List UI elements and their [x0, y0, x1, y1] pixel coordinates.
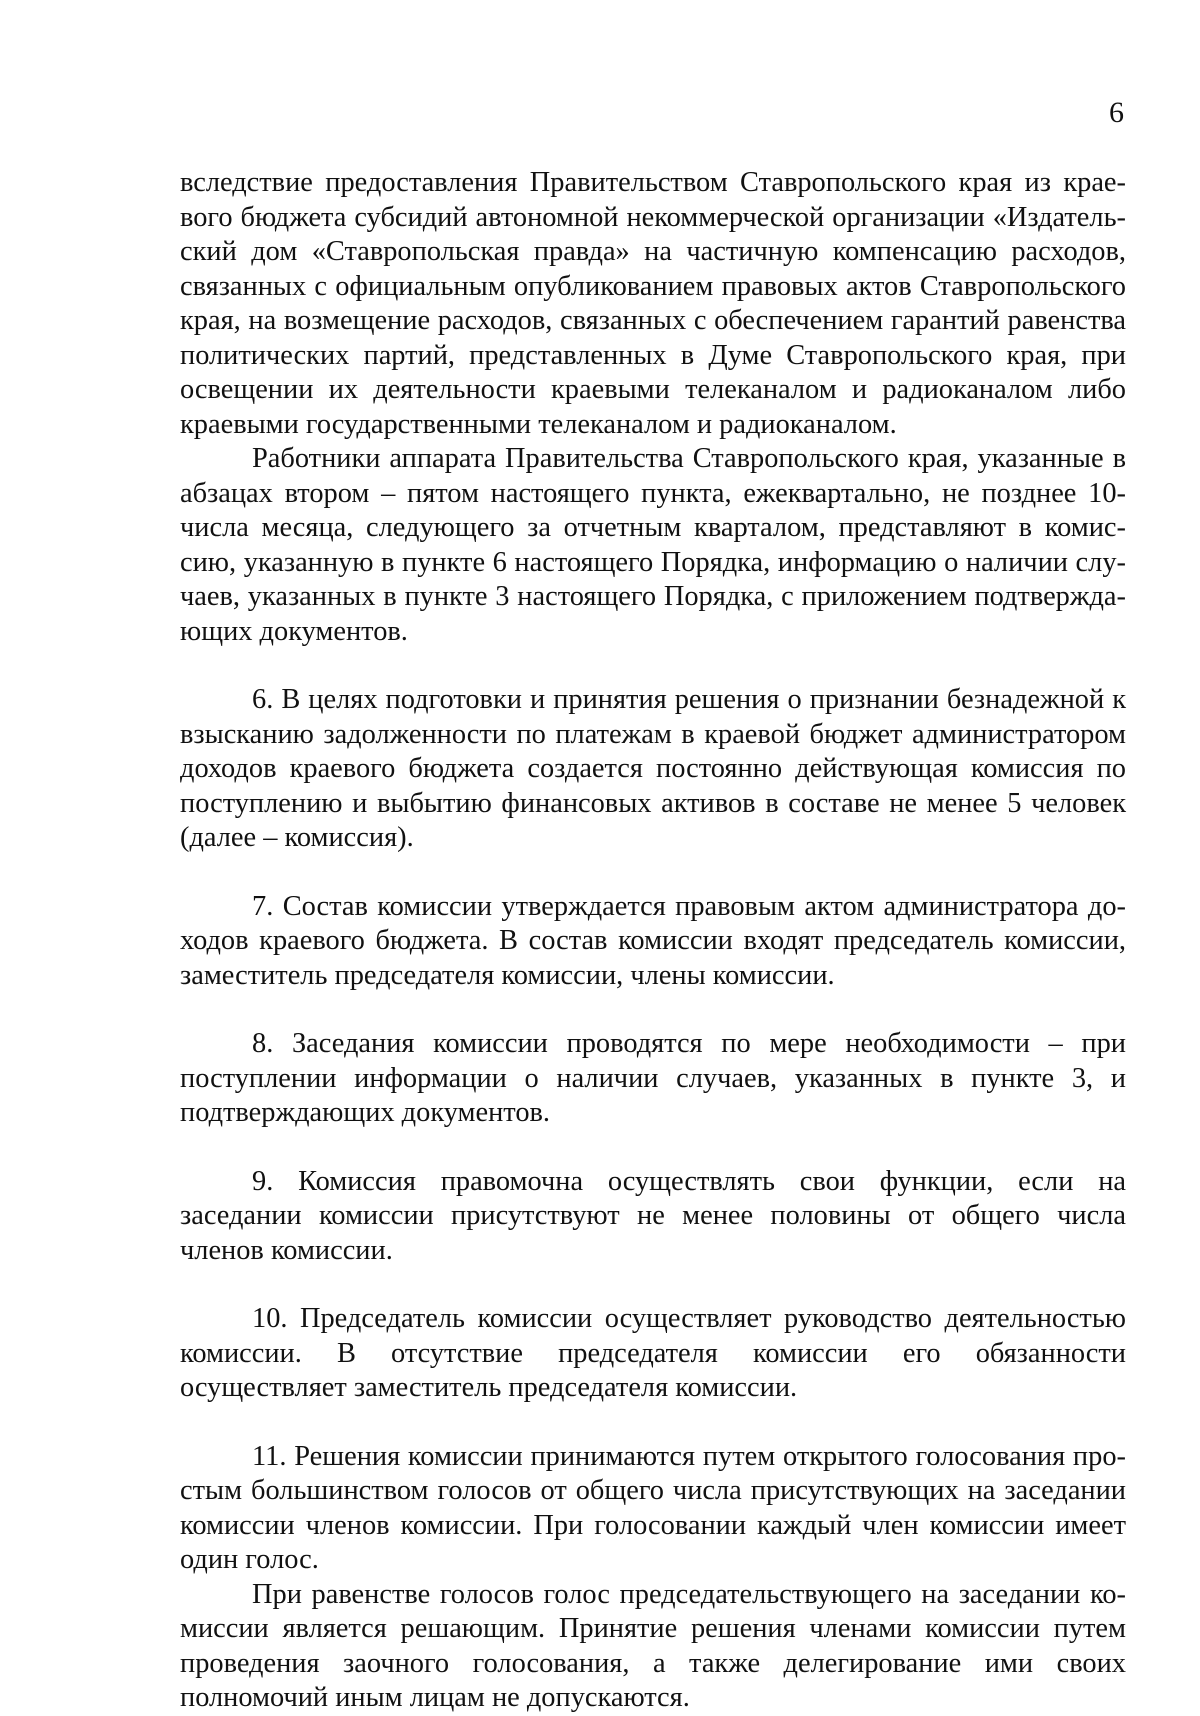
paragraph-continuation: вследствие предоставления Правительством Ставропольского края из краевого бюджета субсидий автономной некоммерческой организации «Издательский дом «Ставропольская правда» на частичную компенсацию расходов, связанных с официальным опубликованием правовых актов Ставропольского края, на возмещение расходов, связанных с обеспечением гарантий равенства политических партий, представленных в Думе Ставропольского края, при освещении их деятельности краевыми телеканалом и радиоканалом либо краевыми государственными телеканалом и радиоканалом. — [180, 167, 1126, 440]
paragraph-item-11-continued: При равенстве голосов голос председательствующего на заседании комиссии является решающим. Принятие решения членами комиссии путем проведения заочного голосования, а также делегирование ими своих полномочий иным лицам не допускаются. — [180, 1578, 1126, 1713]
paragraph-item-11: 11. Решения комиссии принимаются путем открытого голосования простым большинством голосов от общего числа присутствующих на заседании комиссии членов комиссии. При голосовании каждый член комиссии имеет один голос. — [180, 1440, 1126, 1575]
paragraph-item-6: 6. В целях подготовки и принятия решения о признании безнадежной к взысканию задолженности по платежам в краевой бюджет администратором доходов краевого бюджета создается постоянно действующая комиссия по поступлению и выбытию финансовых активов в составе не менее 5 человек (далее – комиссия). — [180, 684, 1126, 853]
page-number: 6 — [1109, 96, 1124, 129]
paragraph-item-9: 9. Комиссия правомочна осуществлять свои функции, если на заседании комиссии присутствуют не менее половины от общего числа членов комиссии. — [180, 1165, 1126, 1266]
paragraph-item-10: 10. Председатель комиссии осуществляет руководство деятельностью комиссии. В отсутствие председателя комиссии его обязанности осуществляет заместитель председателя комиссии. — [180, 1303, 1126, 1403]
paragraph-item-7: 7. Состав комиссии утверждается правовым актом администратора доходов краевого бюджета. В состав комиссии входят председатель комиссии, заместитель председателя комиссии, члены комиссии. — [180, 890, 1126, 991]
paragraph-item-8: 8. Заседания комиссии проводятся по мере необходимости – при поступлении информации о наличии случаев, указанных в пункте 3, и подтверждающих документов. — [180, 1028, 1126, 1128]
paragraph-workers-report: Работники аппарата Правительства Ставропольского края, указанные в абзацах втором – пятом настоящего пункта, ежеквартально, не позднее 10-числа месяца, следующего за отчетным кварталом, представляют в комиссию, указанную в пункте 6 настоящего Порядка, информацию о наличии случаев, указанных в пункте 3 настоящего Порядка, с приложением подтверждающих документов. — [180, 443, 1126, 647]
document-body — [180, 166, 1126, 1716]
